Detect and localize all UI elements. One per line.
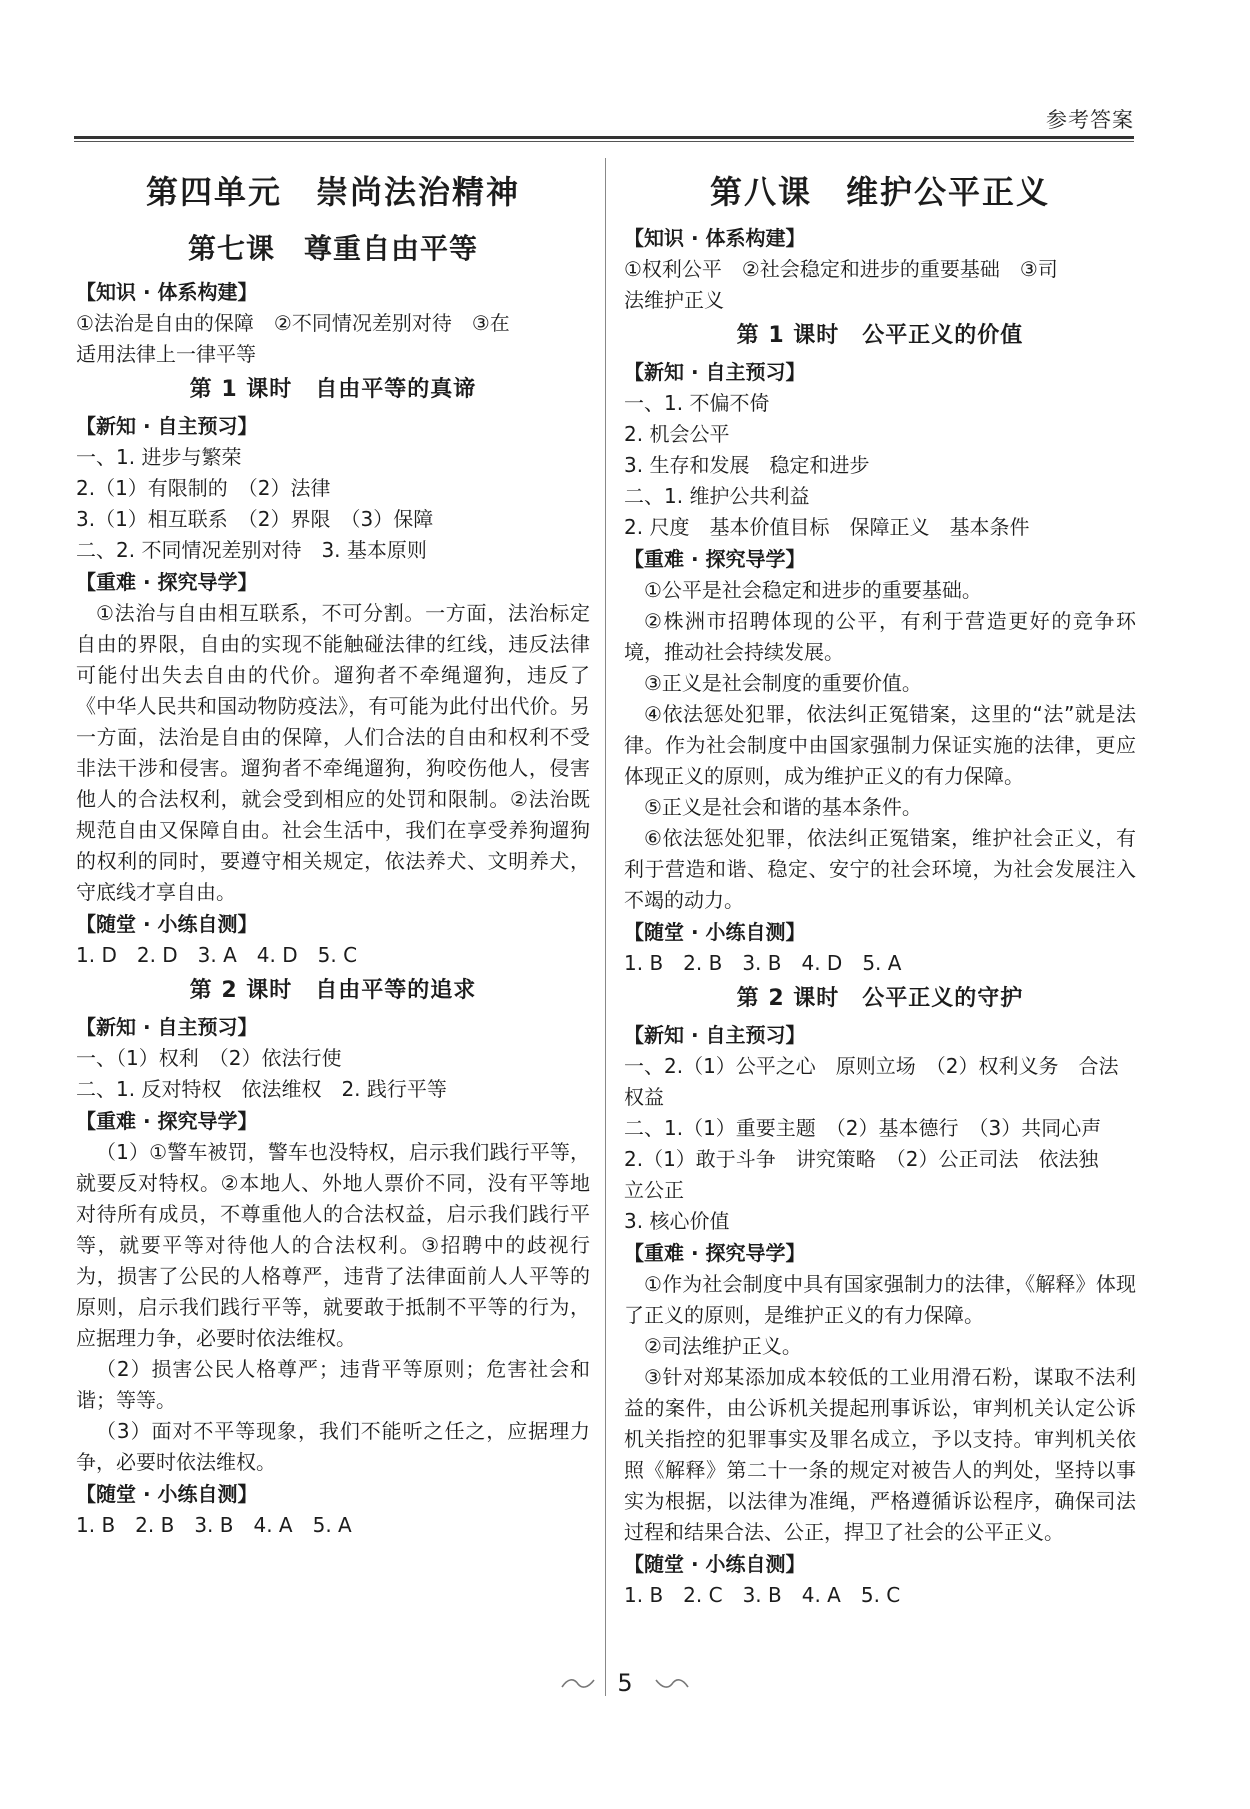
page-footer <box>0 1669 1250 1697</box>
answer-paragraph: ④依法惩处犯罪，依法纠正冤错案，这里的“法”就是法律。作为社会制度中由国家强制力保证实施的法律，更应体现正义的原则，成为维护正义的有力保障。 <box>624 702 1136 788</box>
test-answers: 1. B 2. C 3. B 4. A 5. C <box>624 1583 901 1607</box>
answer-paragraph: ②株洲市招聘体现的公平，有利于营造更好的竞争环境，推动社会持续发展。 <box>624 609 1136 664</box>
answer-paragraph: ⑥依法惩处犯罪，依法纠正冤错案，维护社会正义，有利于营造和谐、稳定、安宁的社会环境，为社会发展注入不竭的动力。 <box>624 826 1136 912</box>
answer-line: ①法治是自由的保障 ②不同情况差别对待 ③在 <box>76 311 510 335</box>
section-label: 【重难 · 探究导学】 <box>624 547 806 571</box>
answer-paragraph: ①法治与自由相互联系，不可分割。一方面，法治标定自由的界限，自由的实现不能触碰法律的红线，违反法律可能付出失去自由的代价。遛狗者不牵绳遛狗，违反了《中华人民共和国动物防疫法》，有可能为此付出代价。另一方面，法治是自由的保障，人们合法的自由和权利不受非法干涉和侵害。遛狗者不牵绳遛狗，狗咬伤他人，侵害他人的合法权利，就会受到相应的处罚和限制。②法治既规范自由又保障自由。社会生活中，我们在享受养狗遛狗的权利的同时，要遵守相关规定，依法养犬、文明养犬，守底线才享自由。 <box>76 601 590 904</box>
answer-line: 一、1. 进步与繁荣 <box>76 445 242 469</box>
answer-line: 3. 生存和发展 稳定和进步 <box>624 453 870 477</box>
answer-line: 一、1. 不偏不倚 <box>624 391 770 415</box>
header-label: 参考答案 <box>1046 108 1134 132</box>
header-rule <box>74 136 1134 142</box>
answer-line: 2. 机会公平 <box>624 422 730 446</box>
answer-line: 二、2. 不同情况差别对待 3. 基本原则 <box>76 538 427 562</box>
answer-line: 2. 尺度 基本价值目标 保障正义 基本条件 <box>624 515 1030 539</box>
lesson-title: 第八课 维护公平正义 <box>709 173 1050 211</box>
section-label: 【随堂 · 小练自测】 <box>76 912 258 936</box>
unit-title: 第四单元 崇尚法治精神 <box>145 173 520 211</box>
period-title: 第 1 课时 公平正义的价值 <box>736 323 1024 348</box>
answer-paragraph: （2）损害公民人格尊严；违背平等原则；危害社会和谐；等等。 <box>76 1357 590 1412</box>
section-label: 【新知 · 自主预习】 <box>624 360 806 384</box>
section-label: 【随堂 · 小练自测】 <box>76 1482 258 1506</box>
answer-paragraph: ⑤正义是社会和谐的基本条件。 <box>644 795 922 819</box>
answer-line: 二、1. 反对特权 依法维权 2. 践行平等 <box>76 1077 447 1101</box>
section-label: 【重难 · 探究导学】 <box>624 1241 806 1265</box>
period-title: 第 2 课时 自由平等的追求 <box>189 978 477 1003</box>
answer-paragraph: ①作为社会制度中具有国家强制力的法律，《解释》体现了正义的原则，是维护正义的有力保障。 <box>624 1272 1136 1327</box>
right-ornament-icon <box>654 1676 690 1690</box>
page-number: 5 <box>617 1669 633 1697</box>
section-label: 【重难 · 探究导学】 <box>76 1109 258 1133</box>
section-label: 【知识 · 体系构建】 <box>624 226 806 250</box>
left-ornament-icon <box>560 1676 596 1690</box>
answer-line: 3.（1）相互联系 （2）界限 （3）保障 <box>76 507 434 531</box>
answer-paragraph: ①公平是社会稳定和进步的重要基础。 <box>644 578 982 602</box>
answer-line: 2.（1）敢于斗争 讲究策略 （2）公正司法 依法独 <box>624 1147 1099 1171</box>
section-label: 【新知 · 自主预习】 <box>624 1023 806 1047</box>
section-label: 【知识 · 体系构建】 <box>76 280 258 304</box>
answer-line: 二、1.（1）重要主题 （2）基本德行 （3）共同心声 <box>624 1116 1102 1140</box>
section-label: 【重难 · 探究导学】 <box>76 570 258 594</box>
answer-line: 3. 核心价值 <box>624 1209 730 1233</box>
test-answers: 1. B 2. B 3. B 4. D 5. A <box>624 951 902 975</box>
section-label: 【随堂 · 小练自测】 <box>624 920 806 944</box>
answer-paragraph: （1）①警车被罚，警车也没特权，启示我们践行平等，就要反对特权。②本地人、外地人票价不同，没有平等地对待所有成员，不尊重他人的合法权益，启示我们践行平等，就要平等对待他人的合法权利。③招聘中的歧视行为，损害了公民的人格尊严，违背了法律面前人人平等的原则，启示我们践行平等，就要敢于抵制不平等的行为，应据理力争，必要时依法维权。 <box>76 1140 590 1350</box>
answer-line: 二、1. 维护公共利益 <box>624 484 810 508</box>
answer-line: 一、（1）权利 （2）依法行使 <box>76 1046 342 1070</box>
answer-paragraph: ③正义是社会制度的重要价值。 <box>644 671 922 695</box>
answer-line: ①权利公平 ②社会稳定和进步的重要基础 ③司 <box>624 257 1058 281</box>
test-answers: 1. B 2. B 3. B 4. A 5. A <box>76 1513 352 1537</box>
answer-line: 法维护正义 <box>624 288 724 312</box>
section-label: 【随堂 · 小练自测】 <box>624 1552 806 1576</box>
left-column <box>76 162 590 1541</box>
section-label: 【新知 · 自主预习】 <box>76 414 258 438</box>
test-answers: 1. D 2. D 3. A 4. D 5. C <box>76 943 358 967</box>
answer-paragraph: ③针对郑某添加成本较低的工业用滑石粉，谋取不法利益的案件，由公诉机关提起刑事诉讼，审判机关认定公诉机关指控的犯罪事实及罪名成立，予以支持。审判机关依照《解释》第二十一条的规定对被告人的判处，坚持以事实为根据，以法律为准绳，严格遵循诉讼程序，确保司法过程和结果合法、公正，捍卫了社会的公平正义。 <box>624 1365 1136 1544</box>
answer-line: 2.（1）有限制的 （2）法律 <box>76 476 331 500</box>
lesson-title: 第七课 尊重自由平等 <box>187 232 478 265</box>
answer-paragraph: （3）面对不平等现象，我们不能听之任之，应据理力争，必要时依法维权。 <box>76 1419 590 1474</box>
period-title: 第 2 课时 公平正义的守护 <box>736 986 1024 1011</box>
section-label: 【新知 · 自主预习】 <box>76 1015 258 1039</box>
answer-paragraph: ②司法维护正义。 <box>644 1334 802 1358</box>
right-column <box>624 162 1136 1611</box>
answer-line: 立公正 <box>624 1178 684 1202</box>
answer-line: 权益 <box>624 1085 664 1109</box>
answer-line: 一、2.（1）公平之心 原则立场 （2）权利义务 合法 <box>624 1054 1119 1078</box>
answer-line: 适用法律上一律平等 <box>76 342 256 366</box>
period-title: 第 1 课时 自由平等的真谛 <box>189 377 477 402</box>
column-divider <box>605 158 606 1696</box>
